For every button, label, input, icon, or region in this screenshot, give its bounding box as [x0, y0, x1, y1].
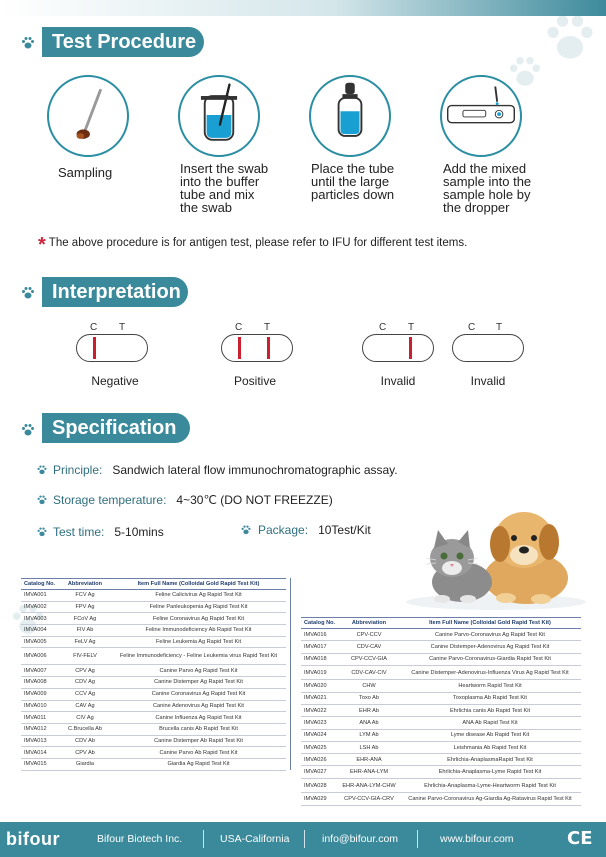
catalog-cell: IMVA013 — [21, 735, 59, 747]
abbreviation-cell: CAV Ag — [59, 700, 111, 712]
asterisk-icon: * — [38, 234, 46, 256]
paw-icon — [36, 464, 48, 476]
item-name-cell: Canine Distemper-Adenovirus-Influenza Virus Ag Rapid Test Kit — [399, 665, 581, 680]
spec-principle: Principle: Sandwich lateral flow immunochromatographic assay. — [53, 463, 398, 477]
bifour-logo: bifour — [6, 829, 60, 849]
column-header: Abbreviation — [59, 579, 111, 590]
abbreviation-cell: FIV-FELV — [59, 648, 111, 665]
catalog-cell: IMVA023 — [301, 717, 339, 729]
dropper-tube-icon — [311, 77, 389, 155]
catalog-cell: IMVA010 — [21, 700, 59, 712]
abbreviation-cell: CPV-CCV — [339, 629, 399, 641]
table-row — [21, 735, 286, 747]
column-header: Item Full Name (Colloidal Gold Rapid Test Kit) — [111, 579, 286, 590]
table-header-row — [301, 618, 581, 629]
test-line-label: T — [119, 322, 126, 333]
catalog-cell: IMVA015 — [21, 758, 59, 770]
table-row — [301, 778, 581, 793]
paw-icon — [20, 35, 36, 51]
item-name-cell: Canine Parvo Ag Rapid Test Kit — [111, 665, 286, 677]
item-name-cell: Ehrlichia canis Ab Rapid Test Kit — [399, 704, 581, 716]
catalog-cell: IMVA014 — [21, 747, 59, 759]
test-line — [409, 337, 412, 359]
item-name-cell: Canine Parvo-Coronavirus Ag Rapid Test Kit — [399, 629, 581, 641]
catalog-cell: IMVA012 — [21, 723, 59, 735]
footer-company: Bifour Biotech Inc. — [97, 833, 183, 845]
catalog-cell: IMVA028 — [301, 778, 339, 793]
catalog-cell: IMVA011 — [21, 712, 59, 724]
column-header: Abbreviation — [339, 618, 399, 629]
table-row — [301, 741, 581, 753]
ce-mark: CE — [567, 828, 593, 849]
result-cassette-invalid-1 — [362, 334, 434, 362]
table-row — [21, 723, 286, 735]
footer-separator — [304, 830, 305, 848]
step-text-1: Sampling — [58, 165, 113, 180]
abbreviation-cell: LYM Ab — [339, 729, 399, 741]
decorative-paw-icon — [540, 8, 600, 68]
test-line-label: T — [408, 322, 415, 333]
table-row — [301, 793, 581, 805]
result-label-positive: Positive — [233, 374, 277, 388]
abbreviation-cell: CPV-CCV-GIA — [339, 653, 399, 665]
item-name-cell: Ehrlichia-Anaplasma-Lyme-Heartworm Rapid Test Kit — [399, 778, 581, 793]
item-name-cell: Feline Coronavirus Ag Rapid Test Kit — [111, 613, 286, 625]
spec-package: Package: 10Test/Kit — [258, 523, 371, 537]
catalog-cell: IMVA006 — [21, 648, 59, 665]
test-line-label: T — [264, 322, 271, 333]
table-row — [21, 636, 286, 648]
table-row — [21, 712, 286, 724]
item-name-cell: Canine Distemper Ab Rapid Test Kit — [111, 735, 286, 747]
catalog-cell: IMVA002 — [21, 601, 59, 613]
abbreviation-cell: EHR-ANA — [339, 754, 399, 766]
abbreviation-cell: CIV Ag — [59, 712, 111, 724]
step-cassette-illustration — [440, 75, 522, 157]
abbreviation-cell: FPV Ag — [59, 601, 111, 613]
abbreviation-cell: CCV Ag — [59, 688, 111, 700]
item-name-cell: Canine Parvo-Coronavirus Ag-Giardia Ag-Ratavirus Rapid Test Kit — [399, 793, 581, 805]
test-line — [267, 337, 270, 359]
footer-email[interactable]: info@bifour.com — [322, 833, 399, 845]
control-line-label: C — [90, 322, 98, 333]
table-row — [21, 758, 286, 770]
abbreviation-cell: CDV-CAV — [339, 641, 399, 653]
footer-location: USA-California — [220, 833, 290, 845]
column-header: Catalog No. — [21, 579, 59, 590]
step-tube-illustration — [309, 75, 391, 157]
catalog-cell: IMVA001 — [21, 590, 59, 602]
paw-icon — [36, 526, 48, 538]
catalog-cell: IMVA027 — [301, 766, 339, 778]
catalog-cell: IMVA022 — [301, 704, 339, 716]
table-row — [301, 692, 581, 704]
item-name-cell: Feline Leukemia Ag Rapid Test Kit — [111, 636, 286, 648]
catalog-cell: IMVA009 — [21, 688, 59, 700]
catalog-cell: IMVA018 — [301, 653, 339, 665]
buffer-tube-icon — [180, 77, 258, 155]
section-title-specification: Specification — [42, 413, 190, 443]
catalog-table-left — [21, 578, 286, 771]
result-cassette-invalid-2 — [452, 334, 524, 362]
table-row — [21, 625, 286, 637]
item-name-cell: Feline Calicivirus Ag Rapid Test Kit — [111, 590, 286, 602]
item-name-cell: Ehrlichia-AnaplasmaRapid Test Kit — [399, 754, 581, 766]
item-name-cell: Heartworm Rapid Test Kit — [399, 680, 581, 692]
table-row — [301, 766, 581, 778]
column-header: Item Full Name (Colloidal Gold Rapid Test Kit) — [399, 618, 581, 629]
table-row — [301, 641, 581, 653]
abbreviation-cell: EHR-ANA-LYM-CHW — [339, 778, 399, 793]
swab-icon — [49, 77, 127, 155]
paw-icon — [20, 285, 36, 301]
spec-storage: Storage temperature: 4~30℃ (DO NOT FREEZZE) — [53, 493, 333, 507]
catalog-cell: IMVA025 — [301, 741, 339, 753]
item-name-cell: Canine Coronavirus Ag Rapid Test Kit — [111, 688, 286, 700]
abbreviation-cell: CPV-CCV-GIA-CRV — [339, 793, 399, 805]
catalog-cell: IMVA003 — [21, 613, 59, 625]
item-name-cell: Canine Influenza Ag Rapid Test Kit — [111, 712, 286, 724]
table-row — [21, 601, 286, 613]
item-name-cell: ANA Ab Rapid Test Kit — [399, 717, 581, 729]
table-divider — [290, 578, 291, 770]
item-name-cell: Ehrlichia-Anaplasma-Lyme Rapid Test Kit — [399, 766, 581, 778]
table-row — [301, 653, 581, 665]
spec-test-time: Test time: 5-10mins — [53, 525, 164, 539]
table-row — [21, 613, 286, 625]
step-buffer-illustration — [178, 75, 260, 157]
table-row — [301, 717, 581, 729]
table-row — [21, 590, 286, 602]
table-row — [301, 680, 581, 692]
abbreviation-cell: CHW — [339, 680, 399, 692]
table-row — [21, 700, 286, 712]
test-line-label: T — [496, 322, 503, 333]
step-text-4: Add the mixed sample into the sample hole by the dropper — [443, 161, 532, 215]
catalog-cell: IMVA005 — [21, 636, 59, 648]
control-line-label: C — [235, 322, 243, 333]
table-row — [301, 665, 581, 680]
top-gradient-bar — [0, 0, 606, 16]
abbreviation-cell: FeLV Ag — [59, 636, 111, 648]
abbreviation-cell: FCoV Ag — [59, 613, 111, 625]
catalog-cell: IMVA017 — [301, 641, 339, 653]
catalog-cell: IMVA020 — [301, 680, 339, 692]
abbreviation-cell: CPV Ab — [59, 747, 111, 759]
item-name-cell: Leishmania Ab Rapid Test Kit — [399, 741, 581, 753]
footer-separator — [417, 830, 418, 848]
table-row — [301, 704, 581, 716]
item-name-cell: Lyme disease Ab Rapid Test Kit — [399, 729, 581, 741]
abbreviation-cell: Giardia — [59, 758, 111, 770]
item-name-cell: Feline Panleukopenia Ag Rapid Test Kit — [111, 601, 286, 613]
table-header-row — [21, 579, 286, 590]
catalog-cell: IMVA019 — [301, 665, 339, 680]
section-title-procedure: Test Procedure — [42, 27, 204, 57]
footer-bar — [0, 822, 606, 857]
column-header: Catalog No. — [301, 618, 339, 629]
abbreviation-cell: EHR Ab — [339, 704, 399, 716]
catalog-cell: IMVA026 — [301, 754, 339, 766]
catalog-cell: IMVA004 — [21, 625, 59, 637]
item-name-cell: Canine Distemper Ag Rapid Test Kit — [111, 677, 286, 689]
abbreviation-cell: CDV Ag — [59, 677, 111, 689]
catalog-cell: IMVA016 — [301, 629, 339, 641]
paw-icon — [240, 524, 252, 536]
procedure-note: * The above procedure is for antigen test, please refer to IFU for different test items. — [38, 234, 468, 256]
abbreviation-cell: LSH Ab — [339, 741, 399, 753]
item-name-cell: Canine Parvo-Coronavirus-Giardia Rapid Test Kit — [399, 653, 581, 665]
catalog-cell: IMVA021 — [301, 692, 339, 704]
item-name-cell: Brucella canis Ab Rapid Test Kit — [111, 723, 286, 735]
item-name-cell: Feline Immunodeficiency - Feline Leukemia virus Rapid Test Kit — [111, 648, 286, 665]
abbreviation-cell: CPV Ag — [59, 665, 111, 677]
item-name-cell: Feline Immunodeficiency Ab Rapid Test Kit — [111, 625, 286, 637]
result-cassette-positive — [221, 334, 293, 362]
test-cassette-icon — [442, 77, 520, 155]
catalog-table-right — [301, 617, 581, 806]
table-row — [301, 629, 581, 641]
paw-icon — [36, 494, 48, 506]
catalog-cell: IMVA007 — [21, 665, 59, 677]
step-text-2: Insert the swab into the buffer tube and mix the swab — [180, 161, 269, 215]
footer-separator — [203, 830, 204, 848]
control-line-label: C — [379, 322, 387, 333]
table-row — [21, 648, 286, 665]
kitten-puppy-photo — [396, 500, 586, 610]
result-cassette-negative — [76, 334, 148, 362]
section-title-interpretation: Interpretation — [42, 277, 188, 307]
paw-icon — [20, 422, 36, 438]
abbreviation-cell: CDV Ab — [59, 735, 111, 747]
abbreviation-cell: CDV-CAV-CIV — [339, 665, 399, 680]
item-name-cell: Giardia Ag Rapid Test Kit — [111, 758, 286, 770]
control-line-label: C — [468, 322, 476, 333]
abbreviation-cell: FIV Ab — [59, 625, 111, 637]
item-name-cell: Canine Distemper-Adenovirus Ag Rapid Test Kit — [399, 641, 581, 653]
table-row — [21, 665, 286, 677]
footer-website[interactable]: www.bifour.com — [440, 833, 514, 845]
abbreviation-cell: EHR-ANA-LYM — [339, 766, 399, 778]
table-row — [21, 677, 286, 689]
catalog-cell: IMVA029 — [301, 793, 339, 805]
abbreviation-cell: C.Brucella Ab — [59, 723, 111, 735]
step-text-3: Place the tube until the large particles down — [311, 161, 395, 202]
item-name-cell: Canine Parvo Ab Rapid Test Kit — [111, 747, 286, 759]
abbreviation-cell: FCV Ag — [59, 590, 111, 602]
catalog-cell: IMVA024 — [301, 729, 339, 741]
table-row — [301, 729, 581, 741]
item-name-cell: Canine Adenovirus Ag Rapid Test Kit — [111, 700, 286, 712]
catalog-cell: IMVA008 — [21, 677, 59, 689]
table-row — [21, 747, 286, 759]
item-name-cell: Toxoplasma Ab Rapid Test Kit — [399, 692, 581, 704]
step-sampling-illustration — [47, 75, 129, 157]
abbreviation-cell: ANA Ab — [339, 717, 399, 729]
result-label-negative: Negative — [91, 374, 139, 388]
table-row — [21, 688, 286, 700]
control-line — [238, 337, 241, 359]
result-label-invalid-1: Invalid — [380, 374, 416, 388]
abbreviation-cell: Toxo Ab — [339, 692, 399, 704]
control-line — [93, 337, 96, 359]
result-label-invalid-2: Invalid — [470, 374, 506, 388]
table-row — [301, 754, 581, 766]
